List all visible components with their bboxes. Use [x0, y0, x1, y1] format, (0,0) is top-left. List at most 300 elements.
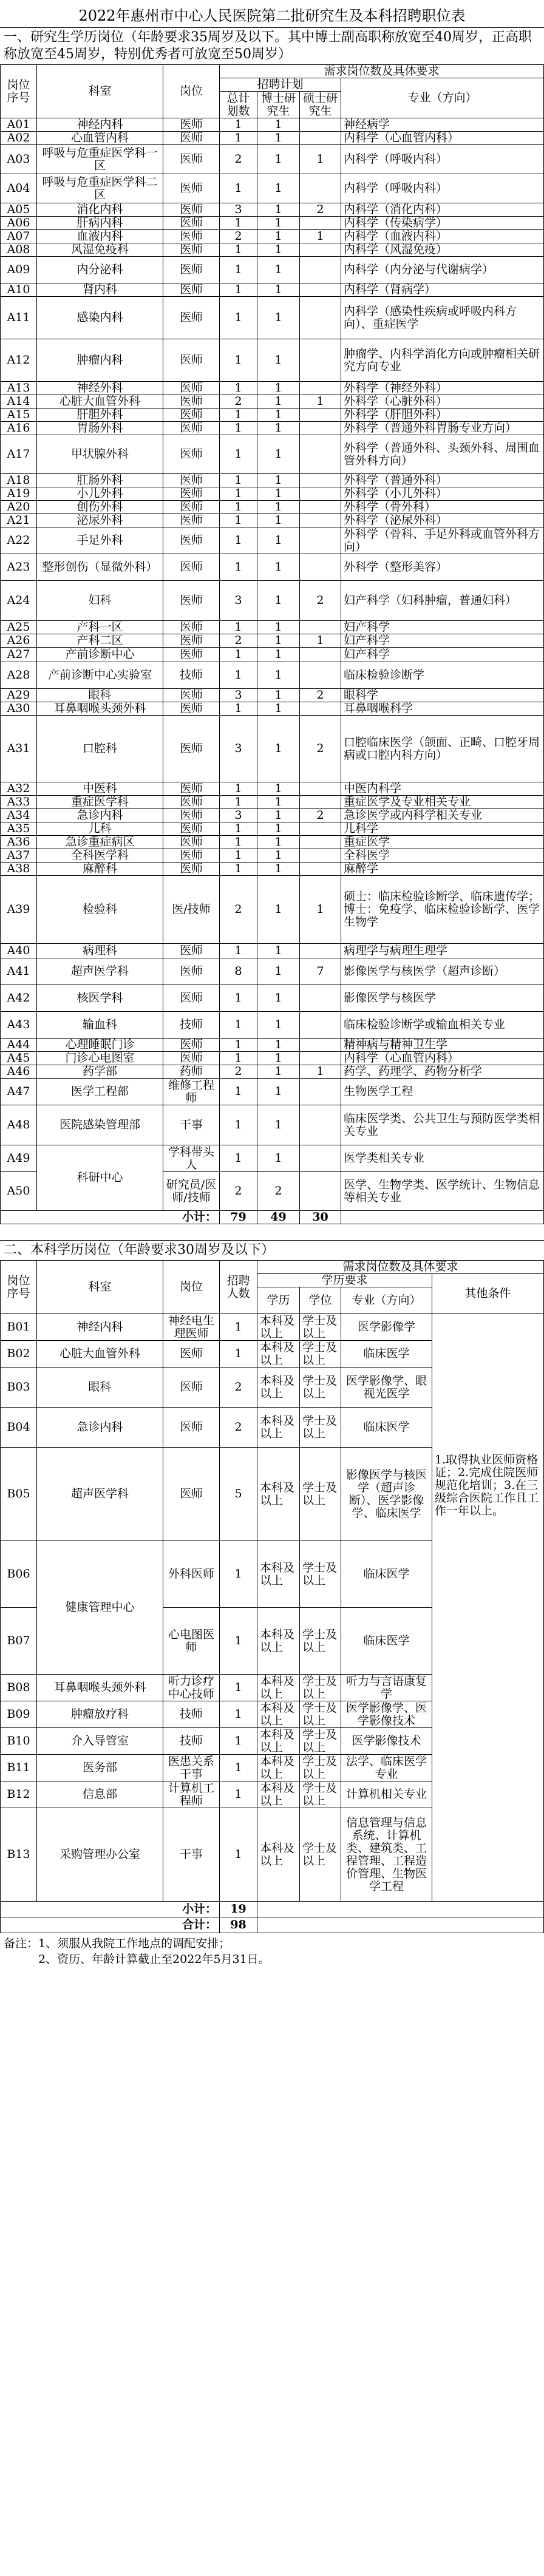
table-row: [1, 944, 544, 958]
table-row: [1, 487, 544, 501]
cell-post: 技师: [163, 1701, 220, 1728]
col-phd: 博士研究生: [257, 92, 300, 118]
cell-master: [300, 621, 341, 634]
cell-master: 2: [300, 809, 341, 822]
cell-major: 影像医学与核医学（超声诊断）: [341, 958, 544, 985]
cell-code: A24: [1, 581, 37, 621]
cell-code: A26: [1, 634, 37, 648]
cell-num: 2: [220, 1408, 257, 1448]
cell-edu: 本科及以上: [257, 1341, 300, 1368]
cell-master: 2: [300, 689, 341, 702]
cell-master: [300, 118, 341, 132]
cell-master: 1: [300, 395, 341, 408]
cell-code: B05: [1, 1448, 37, 1541]
cell-post: 医师: [163, 217, 220, 230]
cell-code: A29: [1, 689, 37, 702]
cell-post: 医师: [163, 203, 220, 217]
cell-total: 1: [220, 554, 257, 581]
table-row: [1, 1052, 544, 1065]
cell-post: 医师: [163, 514, 220, 527]
cell-dept: 门诊心电图室: [37, 1052, 163, 1065]
cell-major: 外科学（普通外科胃肠专业方向）: [341, 422, 544, 435]
table-row: [1, 243, 544, 257]
table-row: [1, 809, 544, 822]
cell-dept: 输血科: [37, 1012, 163, 1039]
cell-phd: 1: [257, 230, 300, 243]
cell-total: 1: [220, 118, 257, 132]
cell-post: 医师: [163, 716, 220, 782]
cell-post: 医师: [163, 174, 220, 203]
cell-dept: 医学工程部: [37, 1079, 163, 1105]
cell-dept: 神经内科: [37, 1314, 163, 1341]
cell-edu: 本科及以上: [257, 1728, 300, 1755]
cell-dept: 眼科: [37, 689, 163, 702]
cell-major: 内科学（呼吸内科）: [341, 145, 544, 174]
cell-degree: 学士及以上: [300, 1541, 341, 1608]
page-title: 2022年惠州市中心人民医院第二批研究生及本科招聘职位表: [78, 7, 466, 24]
cell-phd: 1: [257, 648, 300, 662]
cell-total: 1: [220, 297, 257, 339]
cell-phd: 1: [257, 132, 300, 145]
cell-dept: 产科一区: [37, 621, 163, 634]
cell-total: 1: [220, 243, 257, 257]
cell-major: 内科学（呼吸内科）: [341, 174, 544, 203]
cell-edu: 本科及以上: [257, 1781, 300, 1808]
cell-phd: 1: [257, 339, 300, 382]
cell-phd: 1: [257, 782, 300, 796]
cell-major: 内科学（感染性疾病或呼吸内科方向）、重症医学: [341, 297, 544, 339]
table-row: [1, 203, 544, 217]
cell-phd: 1: [257, 174, 300, 203]
table-row: [1, 796, 544, 809]
cell-dept: 妇科: [37, 581, 163, 621]
cell-phd: 1: [257, 581, 300, 621]
cell-total: 1: [220, 1052, 257, 1065]
cell-major: 听力与言语康复学: [341, 1675, 432, 1701]
cell-phd: 1: [257, 243, 300, 257]
cell-master: 1: [300, 1065, 341, 1079]
table-row: [1, 621, 544, 634]
cell-phd: 1: [257, 1079, 300, 1105]
cell-code: A39: [1, 876, 37, 944]
cell-dept: 口腔科: [37, 716, 163, 782]
cell-code: A25: [1, 621, 37, 634]
cell-phd: 1: [257, 689, 300, 702]
cell-num: 1: [220, 1675, 257, 1701]
col2-degree: 学位: [300, 1287, 341, 1314]
cell-phd: 2: [257, 1172, 300, 1211]
cell-code: A46: [1, 1065, 37, 1079]
notes-label: 备注：: [4, 1937, 39, 1950]
cell-dept: 医院感染管理部: [37, 1105, 163, 1145]
table-row: [1, 527, 544, 554]
cell-dept: 感染内科: [37, 297, 163, 339]
cell-code: A33: [1, 796, 37, 809]
cell-total: 3: [220, 716, 257, 782]
cell-major: 妇产科学: [341, 621, 544, 634]
cell-degree: 学士及以上: [300, 1368, 341, 1408]
cell-code: B10: [1, 1728, 37, 1755]
cell-post: 医师: [163, 487, 220, 501]
cell-major: 外科学（整形美容）: [341, 554, 544, 581]
cell-major: 硕士：临床检验诊断学、临床遗传学；博士：免疫学、临床检验诊断学、医学生物学: [341, 876, 544, 944]
cell-dept: 核医学科: [37, 985, 163, 1012]
cell-total: 1: [220, 382, 257, 395]
cell-degree: 学士及以上: [300, 1408, 341, 1448]
cell-code: A20: [1, 501, 37, 514]
cell-edu: 本科及以上: [257, 1701, 300, 1728]
col-post: 岗位: [163, 65, 220, 118]
table-row: [1, 662, 544, 689]
cell-code: A44: [1, 1039, 37, 1052]
cell-num: 1: [220, 1808, 257, 1902]
cell-phd: 1: [257, 257, 300, 283]
cell-master: [300, 283, 341, 297]
cell-major: 信息管理与信息系统、计算机类、建筑类、工程管理、工程造价管理、生物医学工程: [341, 1808, 432, 1902]
subtotal-blank: [341, 1211, 544, 1224]
cell-major: 外科学（小儿外科）: [341, 487, 544, 501]
table-row: [1, 174, 544, 203]
cell-total: 1: [220, 621, 257, 634]
col-code: 岗位序号: [1, 65, 37, 118]
cell-edu: 本科及以上: [257, 1608, 300, 1675]
cell-post: 干事: [163, 1808, 220, 1902]
cell-total: 2: [220, 1172, 257, 1211]
cell-phd: 1: [257, 1012, 300, 1039]
cell-major: 外科学（骨外科）: [341, 501, 544, 514]
cell-post: 技师: [163, 1012, 220, 1039]
cell-master: [300, 796, 341, 809]
cell-major: 医学、生物学类、医学统计、生物信息等相关专业: [341, 1172, 544, 1211]
cell-code: A40: [1, 944, 37, 958]
cell-dept: 超声医学科: [37, 958, 163, 985]
cell-master: [300, 1012, 341, 1039]
cell-post: 计算机工程师: [163, 1781, 220, 1808]
cell-degree: 学士及以上: [300, 1728, 341, 1755]
cell-degree: 学士及以上: [300, 1341, 341, 1368]
cell-total: 2: [220, 634, 257, 648]
cell-phd: 1: [257, 395, 300, 408]
cell-code: A22: [1, 527, 37, 554]
cell-dept: 信息部: [37, 1781, 163, 1808]
cell-dept: 肝病内科: [37, 217, 163, 230]
cell-total: 1: [220, 422, 257, 435]
cell-total: 1: [220, 863, 257, 876]
cell-master: [300, 1039, 341, 1052]
cell-dept: 病理科: [37, 944, 163, 958]
cell-master: [300, 782, 341, 796]
cell-post: 医师: [163, 1408, 220, 1448]
cell-total: 1: [220, 985, 257, 1012]
cell-dept: 神经外科: [37, 382, 163, 395]
cell-major: 麻醉学: [341, 863, 544, 876]
cell-post: 医师: [163, 408, 220, 422]
col2-num: 招聘人数: [220, 1261, 257, 1314]
cell-dept: 整形创伤（显微外科）: [37, 554, 163, 581]
cell-code: A35: [1, 822, 37, 836]
table-row: [1, 1145, 544, 1172]
table-row: [1, 474, 544, 487]
cell-code: A21: [1, 514, 37, 527]
cell-total: 1: [220, 408, 257, 422]
cell-post: 医师: [163, 1039, 220, 1052]
table-row: [1, 581, 544, 621]
cell-post: 医师: [163, 822, 220, 836]
cell-major: 内科学（肾病学）: [341, 283, 544, 297]
cell-num: 1: [220, 1541, 257, 1608]
cell-code: A03: [1, 145, 37, 174]
cell-major: 医学影像学、医学影像技术: [341, 1701, 432, 1728]
cell-code: A50: [1, 1172, 37, 1211]
table-row: [1, 514, 544, 527]
cell-dept: 中医科: [37, 782, 163, 796]
cell-post: 医师: [163, 474, 220, 487]
cell-num: 2: [220, 1368, 257, 1408]
table-row: [1, 1314, 544, 1341]
cell-total: 1: [220, 702, 257, 716]
cell-major: 内科学（风湿免疫）: [341, 243, 544, 257]
cell-dept: 内分泌科: [37, 257, 163, 283]
cell-edu: 本科及以上: [257, 1314, 300, 1341]
cell-major: 重症医学: [341, 836, 544, 849]
cell-major: 外科学（泌尿外科）: [341, 514, 544, 527]
cell-post: 医师: [163, 283, 220, 297]
cell-dept: 肝胆外科: [37, 408, 163, 422]
cell-master: [300, 217, 341, 230]
cell-phd: 1: [257, 118, 300, 132]
cell-total: 1: [220, 132, 257, 145]
cell-post: 医师: [163, 422, 220, 435]
cell-dept: 药学部: [37, 1065, 163, 1079]
cell-major: 儿科学: [341, 822, 544, 836]
cell-major: 外科学（神经外科）: [341, 382, 544, 395]
cell-num: 1: [220, 1314, 257, 1341]
cell-master: [300, 985, 341, 1012]
cell-dept: 风湿免疫科: [37, 243, 163, 257]
cell-phd: 1: [257, 1052, 300, 1065]
s2-subtotal-blank: [257, 1902, 544, 1917]
table-row: [1, 395, 544, 408]
cell-total: 1: [220, 836, 257, 849]
cell-dept: 健康管理中心: [37, 1541, 163, 1675]
cell-major: 药学、药理学、药物分析学: [341, 1065, 544, 1079]
cell-master: 1: [300, 634, 341, 648]
cell-total: 1: [220, 849, 257, 863]
col2-req: 需求岗位数及具体要求: [257, 1261, 544, 1274]
subtotal-label: 小计：: [1, 1211, 220, 1224]
cell-dept: 呼吸与危重症医学科二区: [37, 174, 163, 203]
table-row: [1, 145, 544, 174]
table-row: [1, 435, 544, 474]
cell-dept: 甲状腺外科: [37, 435, 163, 474]
cell-post: 医师: [163, 395, 220, 408]
cell-phd: 1: [257, 634, 300, 648]
cell-code: A05: [1, 203, 37, 217]
cell-num: 1: [220, 1755, 257, 1781]
cell-major: 临床检验诊断学: [341, 662, 544, 689]
cell-phd: 1: [257, 849, 300, 863]
cell-code: A41: [1, 958, 37, 985]
cell-post: 医师: [163, 782, 220, 796]
cell-code: A14: [1, 395, 37, 408]
cell-dept: 胃肠外科: [37, 422, 163, 435]
cell-code: B11: [1, 1755, 37, 1781]
cell-post: 学科带头人: [163, 1145, 220, 1172]
cell-dept: 医务部: [37, 1755, 163, 1781]
cell-major: 外科学（肝胆外科）: [341, 408, 544, 422]
section-spacer: [0, 1224, 544, 1240]
cell-total: 1: [220, 1039, 257, 1052]
cell-phd: 1: [257, 1105, 300, 1145]
cell-dept: 超声医学科: [37, 1448, 163, 1541]
col2-code: 岗位序号: [1, 1261, 37, 1314]
cell-total: 1: [220, 474, 257, 487]
cell-code: A18: [1, 474, 37, 487]
cell-phd: 1: [257, 863, 300, 876]
cell-edu: 本科及以上: [257, 1675, 300, 1701]
subtotal-master: 30: [300, 1211, 341, 1224]
cell-total: 2: [220, 395, 257, 408]
cell-dept: 泌尿外科: [37, 514, 163, 527]
cell-major: 临床检验诊断学或输血相关专业: [341, 1012, 544, 1039]
cell-phd: 1: [257, 422, 300, 435]
cell-master: 7: [300, 958, 341, 985]
cell-phd: 1: [257, 382, 300, 395]
cell-master: [300, 243, 341, 257]
cell-code: A30: [1, 702, 37, 716]
total-label: 合计：: [1, 1917, 220, 1933]
table-row: [1, 339, 544, 382]
cell-master: [300, 1052, 341, 1065]
cell-phd: 1: [257, 527, 300, 554]
cell-dept: 消化内科: [37, 203, 163, 217]
cell-post: 药师: [163, 1065, 220, 1079]
cell-code: A34: [1, 809, 37, 822]
cell-major: 外科学（普通外科）: [341, 474, 544, 487]
col-major: 专业（方向）: [341, 78, 544, 118]
cell-dept: 产科二区: [37, 634, 163, 648]
cell-dept: 急诊重症病区: [37, 836, 163, 849]
cell-code: B02: [1, 1341, 37, 1368]
cell-total: 8: [220, 958, 257, 985]
cell-phd: 1: [257, 621, 300, 634]
cell-code: A17: [1, 435, 37, 474]
cell-major: 内科学（传染病学）: [341, 217, 544, 230]
cell-phd: 1: [257, 514, 300, 527]
col2-dept: 科室: [37, 1261, 163, 1314]
cell-master: [300, 408, 341, 422]
cell-phd: 1: [257, 408, 300, 422]
cell-total: 1: [220, 501, 257, 514]
cell-major: 外科学（骨科、手足外科或血管外科方向）: [341, 527, 544, 554]
cell-dept: 重症医学科: [37, 796, 163, 809]
cell-master: [300, 132, 341, 145]
cell-major: 计算机相关专业: [341, 1781, 432, 1808]
cell-major: 精神病与精神卫生学: [341, 1039, 544, 1052]
cell-post: 医师: [163, 382, 220, 395]
cell-code: A11: [1, 297, 37, 339]
cell-master: [300, 836, 341, 849]
cell-post: 外科医师: [163, 1541, 220, 1608]
cell-major: 内科学（血液内科）: [341, 230, 544, 243]
cell-total: 1: [220, 1079, 257, 1105]
cell-major: 临床医学类、公共卫生与预防医学类相关专业: [341, 1105, 544, 1145]
cell-master: [300, 422, 341, 435]
cell-num: 1: [220, 1728, 257, 1755]
cell-total: 1: [220, 514, 257, 527]
cell-major: 影像医学与核医学: [341, 985, 544, 1012]
cell-dept: 耳鼻咽喉头颈外科: [37, 702, 163, 716]
cell-master: 1: [300, 145, 341, 174]
cell-dept: 血液内科: [37, 230, 163, 243]
col-req: 需求岗位数及具体要求: [220, 65, 544, 78]
cell-phd: 1: [257, 283, 300, 297]
table-row: [1, 648, 544, 662]
cell-code: A08: [1, 243, 37, 257]
cell-degree: 学士及以上: [300, 1675, 341, 1701]
cell-major: 妇产科学（妇科肿瘤，普通妇科）: [341, 581, 544, 621]
undergraduate-table: [0, 1260, 544, 1933]
cell-dept: 心脏大血管外科: [37, 1341, 163, 1368]
cell-post: 医师: [163, 339, 220, 382]
cell-total: 3: [220, 689, 257, 702]
cell-degree: 学士及以上: [300, 1448, 341, 1541]
cell-major: 内科学（心血管内科）: [341, 132, 544, 145]
cell-code: A36: [1, 836, 37, 849]
cell-total: 2: [220, 230, 257, 243]
cell-dept: 产前诊断中心实验室: [37, 662, 163, 689]
cell-major: 内科学（内分泌与代谢病学）: [341, 257, 544, 283]
s2-subtotal-label: 小计：: [1, 1902, 220, 1917]
cell-post: 医师: [163, 809, 220, 822]
cell-master: 2: [300, 203, 341, 217]
cell-code: A49: [1, 1145, 37, 1172]
cell-post: 医师: [163, 985, 220, 1012]
cell-dept: 儿科: [37, 822, 163, 836]
cell-post: 神经电生理医师: [163, 1314, 220, 1341]
col2-edu-req: 学历要求: [257, 1274, 432, 1287]
cell-code: B13: [1, 1808, 37, 1902]
cell-code: A38: [1, 863, 37, 876]
cell-post: 医师: [163, 132, 220, 145]
cell-major: 眼科学: [341, 689, 544, 702]
col-master: 硕士研究生: [300, 92, 341, 118]
cell-edu: 本科及以上: [257, 1408, 300, 1448]
cell-code: A27: [1, 648, 37, 662]
cell-degree: 学士及以上: [300, 1314, 341, 1341]
cell-post: 医师: [163, 1448, 220, 1541]
cell-master: [300, 297, 341, 339]
cell-post: 技师: [163, 662, 220, 689]
cell-phd: 1: [257, 1145, 300, 1172]
table-row: [1, 958, 544, 985]
cell-post: 医师: [163, 689, 220, 702]
cell-total: 1: [220, 527, 257, 554]
cell-num: 5: [220, 1448, 257, 1541]
cell-phd: 1: [257, 1065, 300, 1079]
cell-dept: 全科医学科: [37, 849, 163, 863]
table-row: [1, 554, 544, 581]
cell-master: [300, 554, 341, 581]
cell-total: 1: [220, 174, 257, 203]
cell-code: A16: [1, 422, 37, 435]
graduate-table: [0, 64, 544, 1224]
cell-major: 全科医学: [341, 849, 544, 863]
table-row: [1, 283, 544, 297]
cell-code: A47: [1, 1079, 37, 1105]
cell-phd: 1: [257, 435, 300, 474]
table-row: [1, 408, 544, 422]
